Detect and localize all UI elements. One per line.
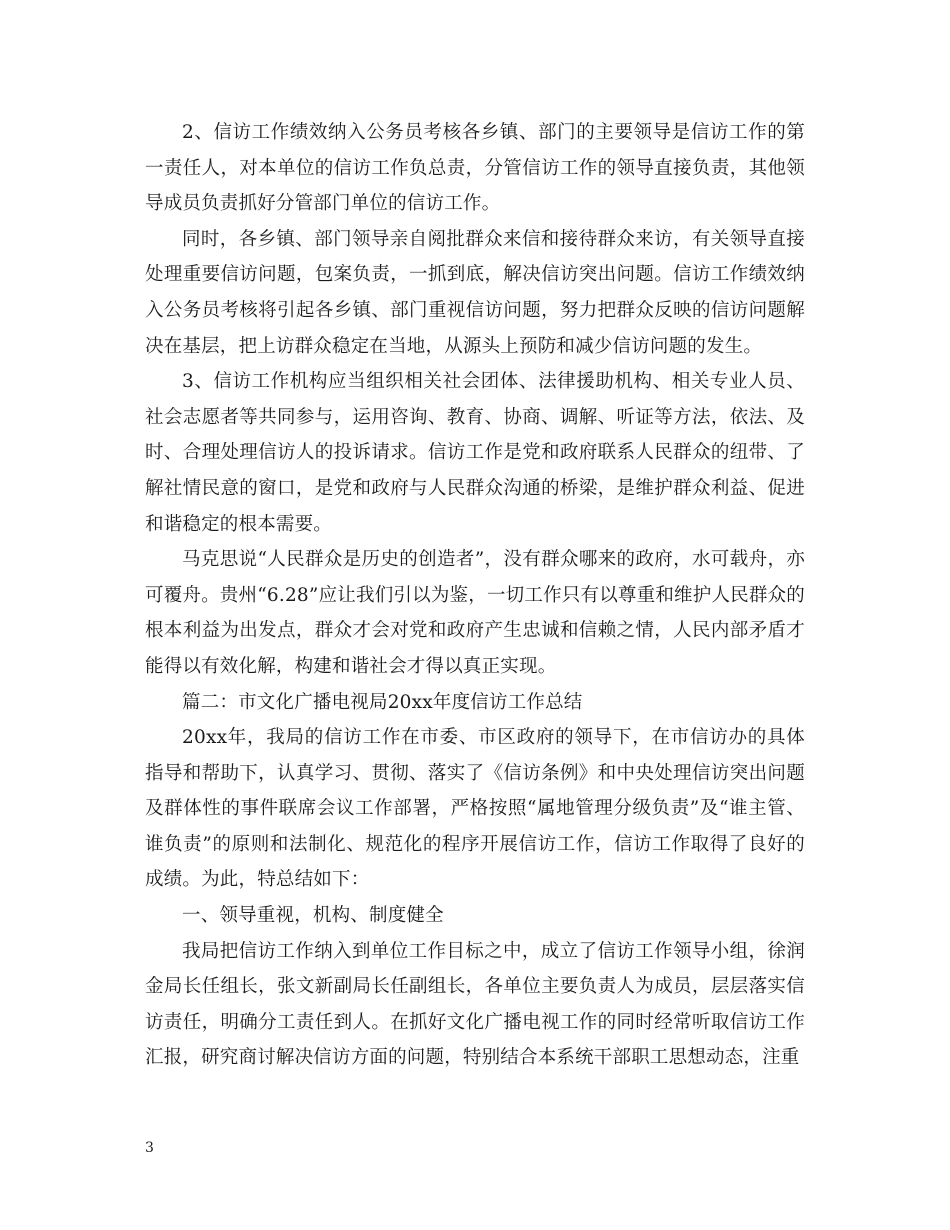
paragraph-5: 20xx年，我局的信访工作在市委、市区政府的领导下，在市信访办的具体指导和帮助下，认真学习、贯彻、落实了《信访条例》和中央处理信访突出问题及群体性的事件联席会议工作部署，严格按照“属地管理分级负责”及“谁主管、谁负责”的原则和法制化、规范化的程序开展信访工作，信访工作取得了良好的成绩。为此，特总结如下： [145, 727, 805, 891]
paragraph-2: 同时，各乡镇、部门领导亲自阅批群众来信和接待群众来访，有关领导直接处理重要信访问题，包案负责，一抓到底，解决信访突出问题。信访工作绩效纳入公务员考核将引起各乡镇、部门重视信访问题，努力把群众反映的信访问题解决在基层，把上访群众稳定在当地，从源头上预防和减少信访问题的发生。 [145, 228, 805, 357]
paragraph-3: 3、信访工作机构应当组织相关社会团体、法律援助机构、相关专业人员、社会志愿者等共同参与，运用咨询、教育、协商、调解、听证等方法，依法、及时、合理处理信访人的投诉请求。信访工作是党和政府联系人民群众的纽带、了解社情民意的窗口，是党和政府与人民群众沟通的桥梁，是维护群众利益、促进和谐稳定的根本需要。 [145, 371, 805, 535]
paragraph-1: 2、信访工作绩效纳入公务员考核各乡镇、部门的主要领导是信访工作的第一责任人，对本单位的信访工作负总责，分管信访工作的领导直接负责，其他领导成员负责抓好分管部门单位的信访工作。 [145, 122, 805, 215]
document-body [145, 115, 805, 1076]
paragraph-6: 我局把信访工作纳入到单位工作目标之中，成立了信访工作领导小组，徐润金局长任组长，张文新副局长任副组长，各单位主要负责人为成员，层层落实信访责任，明确分工责任到人。在抓好文化广播电视工作的同时经常听取信访工作汇报，研究商讨解决信访方面的问题，特别结合本系统干部职工思想动态，注重 [145, 940, 805, 1069]
paragraph-4: 马克思说“人民群众是历史的创造者”，没有群众哪来的政府，水可载舟，亦可覆舟。贵州“6.28”应让我们引以为鉴，一切工作只有以尊重和维护人民群众的根本利益为出发点，群众才会对党和政府产生忠诚和信赖之情，人民内部矛盾才能得以有效化解，构建和谐社会才得以真正实现。 [145, 549, 805, 677]
page-number: 3 [145, 1140, 154, 1156]
subsection-heading: 一、领导重视，机构、制度健全 [182, 905, 444, 927]
section-heading: 篇二：市文化广播电视局20xx年度信访工作总结 [182, 691, 583, 713]
